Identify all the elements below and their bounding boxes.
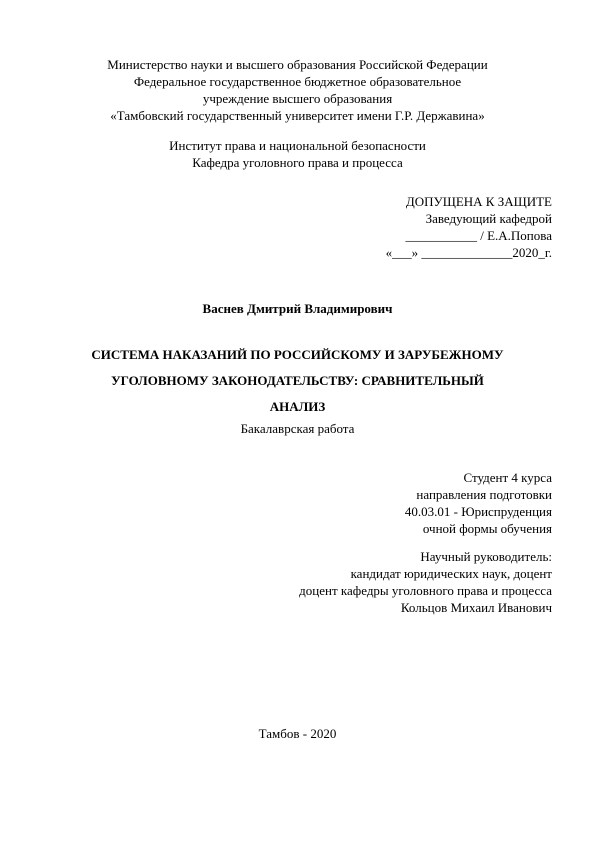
work-type: Бакалаврская работа bbox=[240, 421, 355, 436]
work-title-line: СИСТЕМА НАКАЗАНИЙ ПО РОССИЙСКОМУ И ЗАРУБЕЖНОМУ bbox=[91, 347, 504, 362]
ministry-line: учреждение высшего образования bbox=[202, 91, 393, 106]
institute-header bbox=[0, 137, 595, 171]
university-name: «Тамбовский государственный университет имени Г.Р. Державина» bbox=[110, 108, 485, 123]
author-name: Васнев Дмитрий Владимирович bbox=[202, 301, 393, 316]
supervisor-degree: кандидат юридических наук, доцент bbox=[350, 566, 552, 581]
supervisor-block bbox=[299, 548, 552, 616]
institute-name: Институт права и национальной безопасности bbox=[169, 138, 426, 153]
city-year: Тамбов - 2020 bbox=[258, 726, 337, 741]
student-form: очной формы обучения bbox=[422, 521, 552, 536]
work-title-line: АНАЛИЗ bbox=[269, 399, 326, 414]
approval-head-title: Заведующий кафедрой bbox=[425, 211, 552, 226]
author-block bbox=[0, 300, 595, 317]
ministry-line: Министерство науки и высшего образования Российской Федерации bbox=[107, 57, 488, 72]
department-name: Кафедра уголовного права и процесса bbox=[192, 155, 403, 170]
supervisor-heading: Научный руководитель: bbox=[420, 549, 552, 564]
student-block bbox=[405, 469, 552, 537]
student-direction: направления подготовки bbox=[416, 487, 552, 502]
student-specialty: 40.03.01 - Юриспруденция bbox=[404, 504, 552, 519]
approval-heading: ДОПУЩЕНА К ЗАЩИТЕ bbox=[405, 194, 552, 209]
supervisor-position: доцент кафедры уголовного права и процесса bbox=[299, 583, 552, 598]
work-type-block bbox=[0, 420, 595, 437]
footer-block bbox=[0, 725, 595, 742]
student-course: Студент 4 курса bbox=[463, 470, 552, 485]
approval-date: «___» ______________2020_г. bbox=[385, 245, 552, 260]
work-title-line: УГОЛОВНОМУ ЗАКОНОДАТЕЛЬСТВУ: СРАВНИТЕЛЬНЫЙ bbox=[111, 373, 484, 388]
approval-block bbox=[386, 193, 552, 261]
ministry-line: Федеральное государственное бюджетное образовательное bbox=[133, 74, 462, 89]
work-title-block bbox=[0, 342, 595, 420]
supervisor-name: Кольцов Михаил Иванович bbox=[400, 600, 552, 615]
ministry-header bbox=[0, 56, 595, 124]
approval-signature: ___________ / Е.А.Попова bbox=[405, 228, 552, 243]
